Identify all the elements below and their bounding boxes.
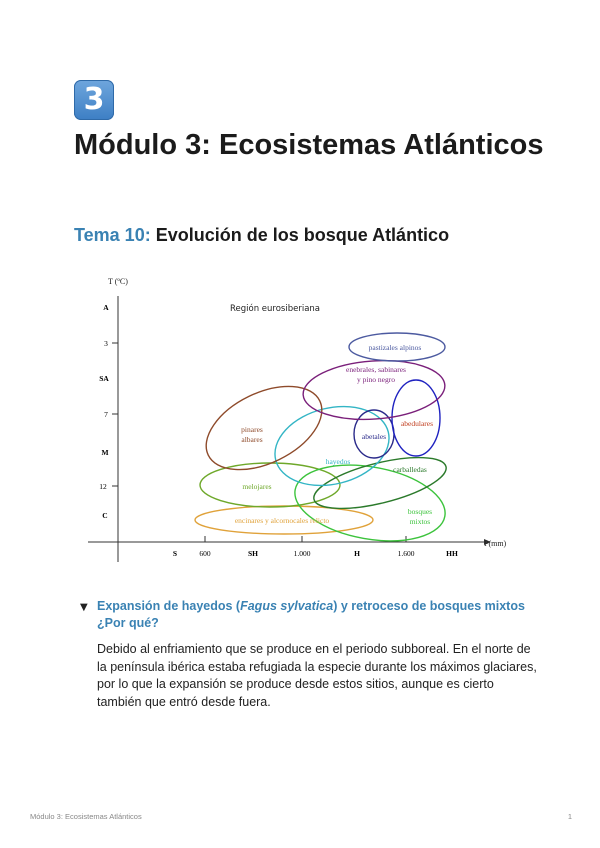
region-label-carballedas: carballedas <box>393 465 427 474</box>
toggle-title-before: Expansión de hayedos ( <box>97 599 241 613</box>
x-tick-label: 600 <box>199 549 211 558</box>
region-labels <box>235 343 433 526</box>
toggle-title-italic: Fagus sylvatica <box>240 599 334 613</box>
x-axis-label: P(mm) <box>484 539 507 548</box>
x-tick-label: 1.600 <box>397 549 415 558</box>
region-label-pinares-2: albares <box>241 435 263 444</box>
page-title: Módulo 3: Ecosistemas Atlánticos <box>74 129 544 161</box>
region-label-abetales: abetales <box>361 432 387 441</box>
toggle-block[interactable] <box>80 598 530 632</box>
toggle-title[interactable] <box>97 598 530 632</box>
topic-text: Evolución de los bosque Atlántico <box>150 225 450 245</box>
region-ellipse-abedulares <box>392 380 440 456</box>
topic-prefix: Tema 10: <box>74 225 151 245</box>
y-ticks <box>99 303 118 520</box>
region-label-pinares: pinares <box>241 425 263 434</box>
page-number: 1 <box>567 812 572 821</box>
y-tick-label: SA <box>99 374 109 383</box>
region-label-abedulares: abedulares <box>400 419 434 428</box>
x-tick-label: S <box>172 549 178 558</box>
toggle-triangle-icon[interactable]: ▼ <box>80 602 88 613</box>
y-axis-label: T (ºC) <box>108 277 128 286</box>
region-label-melojares: melojares <box>242 482 272 491</box>
chart-title: Región eurosiberiana <box>230 304 321 314</box>
forest-distribution-diagram <box>84 272 524 568</box>
region-label-hayedos: hayedos <box>325 457 351 466</box>
toggle-title-after: ) y retroceso de bosques mixtos ¿Por qué? <box>97 599 525 630</box>
y-tick-label: C <box>102 511 108 520</box>
footer-title: Módulo 3: Ecosistemas Atlánticos <box>30 812 142 821</box>
region-label-enebrales-2: y pino negro <box>357 375 395 384</box>
toggle-content-paragraph: Debido al enfriamiento que se produce en el periodo subboreal. En el norte de la península ibérica estaba refugiada la especie durante los máximos glaciares, por lo que la expansión se produce desde estos sitios, aunque es cierto también que entró desde fuera. <box>97 642 537 709</box>
x-tick-label: H <box>354 549 360 558</box>
region-label-enebrales: enebrales, sabinares <box>346 365 406 374</box>
x-ticks <box>173 536 458 558</box>
topic-heading <box>74 225 449 246</box>
x-tick-label: 1.000 <box>293 549 311 558</box>
region-label-encinares: encinares y alcornocales relicto <box>234 516 330 525</box>
x-tick-label: HH <box>446 549 458 558</box>
region-label-bosques: bosques <box>407 507 433 516</box>
module-number-badge: 3 <box>74 80 114 120</box>
x-tick-label: SH <box>247 549 259 558</box>
y-tick-label: 12 <box>99 482 107 491</box>
region-ellipse-pinares <box>193 369 335 486</box>
y-tick-label: 3 <box>104 339 108 348</box>
y-tick-label: 7 <box>104 410 108 419</box>
y-tick-label: A <box>103 303 109 312</box>
region-label-bosques-2: mixtos <box>409 517 431 526</box>
region-label-pastizales: pastizales alpinos <box>368 343 422 352</box>
y-tick-label: M <box>101 448 109 457</box>
